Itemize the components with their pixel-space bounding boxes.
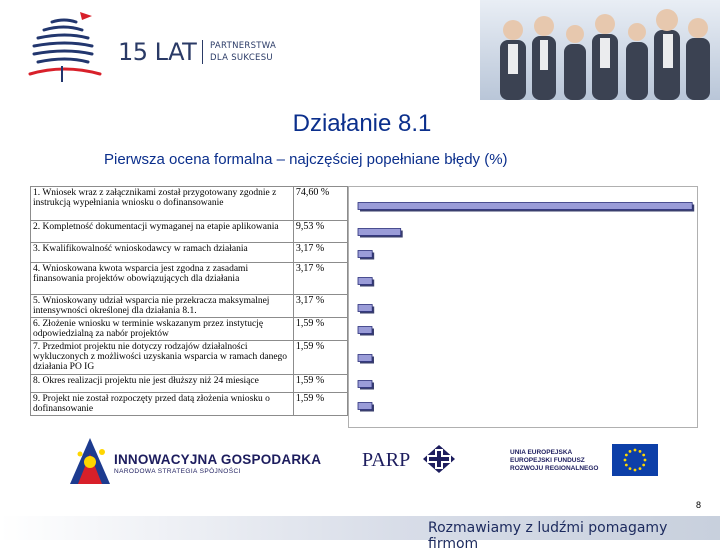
error-percentage: 1,59 % xyxy=(293,318,347,341)
brand-separator xyxy=(202,40,203,64)
error-percentage: 1,59 % xyxy=(293,375,347,393)
error-description: 6. Złożenie wniosku w terminie wskazanym przez instytucję odpowiedzialną za nabór projektów xyxy=(31,318,294,341)
table-row xyxy=(31,263,348,295)
table-row xyxy=(31,243,348,263)
table-row xyxy=(31,393,348,416)
eu-flag-icon xyxy=(612,444,658,476)
error-percentage: 3,17 % xyxy=(293,295,347,318)
parp-logo-icon xyxy=(421,443,457,475)
innovative-economy-subtitle: NARODOWA STRATEGIA SPÓJNOŚCI xyxy=(114,468,241,475)
bar-4 xyxy=(358,278,372,285)
brand-subtitle xyxy=(210,40,276,64)
error-description: 5. Wnioskowany udział wsparcia nie przekracza maksymalnej intensywności określonej dla działania 8.1. xyxy=(31,295,294,318)
table-row xyxy=(31,341,348,375)
chart-plot-area xyxy=(349,187,698,428)
error-description: 2. Kompletność dokumentacji wymaganej na etapie aplikowania xyxy=(31,221,294,243)
error-percentage: 3,17 % xyxy=(293,263,347,295)
slide-title-text: Działanie 8.1 xyxy=(292,110,432,137)
slide-title xyxy=(0,110,720,138)
errors-table xyxy=(30,186,348,416)
eu-star-icon xyxy=(644,459,647,462)
parp-logo-text: PARP xyxy=(362,449,411,471)
table-row xyxy=(31,295,348,318)
partnership-logo-icon xyxy=(22,8,106,92)
eu-star-icon xyxy=(634,449,637,452)
error-percentage: 1,59 % xyxy=(293,393,347,416)
error-description: 3. Kwalifikowalność wnioskodawcy w ramach działania xyxy=(31,243,294,263)
bar-3 xyxy=(358,251,372,258)
error-description: 4. Wnioskowana kwota wsparcia jest zgodna z zasadami finansowania projektów obowiązujących dla działania xyxy=(31,263,294,295)
bar-9 xyxy=(358,403,372,410)
bar-7 xyxy=(358,355,372,362)
eu-star-icon xyxy=(642,454,645,457)
table-row xyxy=(31,221,348,243)
error-description: 7. Przedmiot projektu nie dotyczy rodzajów działalności wykluczonych z możliwości uzyskania wsparcia w ramach danego działania PO IG xyxy=(31,341,294,375)
error-description: 9. Projekt nie został rozpoczęty przed datą złożenia wniosku o dofinansowanie xyxy=(31,393,294,416)
brand-subtitle-line1: PARTNERSTWA xyxy=(210,41,277,51)
errors-table-body xyxy=(31,187,348,416)
business-people-photo xyxy=(480,0,720,100)
errors-bar-chart xyxy=(348,186,698,428)
brand-subtitle-line2: DLA SUKCESU xyxy=(210,53,273,63)
brand-text: 15 LAT xyxy=(118,38,197,66)
eu-star-icon xyxy=(625,464,628,467)
eu-star-icon xyxy=(634,469,637,472)
error-percentage: 74,60 % xyxy=(293,187,347,221)
footer-slogan: Rozmawiamy z ludźmi pomagamy firmom xyxy=(428,520,668,552)
eu-star-icon xyxy=(629,467,632,470)
error-percentage: 9,53 % xyxy=(293,221,347,243)
eu-star-icon xyxy=(629,450,632,453)
eu-fund-text xyxy=(510,449,610,473)
table-row xyxy=(31,187,348,221)
innovative-economy-title: INNOWACYJNA GOSPODARKA xyxy=(114,452,322,467)
slide-subtitle: Pierwsza ocena formalna – najczęściej popełniane błędy (%) xyxy=(104,151,508,168)
error-description: 1. Wniosek wraz z załącznikami został przygotowany zgodnie z instrukcją wypełniania wniosku o dofinansowanie xyxy=(31,187,294,221)
table-row xyxy=(31,318,348,341)
bar-1 xyxy=(358,203,692,210)
bar-2 xyxy=(358,229,401,236)
eu-stars-icon xyxy=(612,444,658,476)
bar-5 xyxy=(358,305,372,312)
eu-star-icon xyxy=(642,464,645,467)
eu-star-icon xyxy=(639,467,642,470)
error-description: 8. Okres realizacji projektu nie jest dłuższy niż 24 miesiące xyxy=(31,375,294,393)
eu-fund-line1: UNIA EUROPEJSKA xyxy=(510,449,573,456)
eu-fund-line3: ROZWOJU REGIONALNEGO xyxy=(510,465,599,472)
eu-fund-line2: EUROPEJSKI FUNDUSZ xyxy=(510,457,585,464)
page-number: 8 xyxy=(696,500,702,510)
error-percentage: 1,59 % xyxy=(293,341,347,375)
table-row xyxy=(31,375,348,393)
header xyxy=(0,0,720,100)
eu-star-icon xyxy=(639,450,642,453)
bar-8 xyxy=(358,381,372,388)
bar-6 xyxy=(358,327,372,334)
eu-star-icon xyxy=(624,459,627,462)
eu-star-icon xyxy=(625,454,628,457)
error-percentage: 3,17 % xyxy=(293,243,347,263)
